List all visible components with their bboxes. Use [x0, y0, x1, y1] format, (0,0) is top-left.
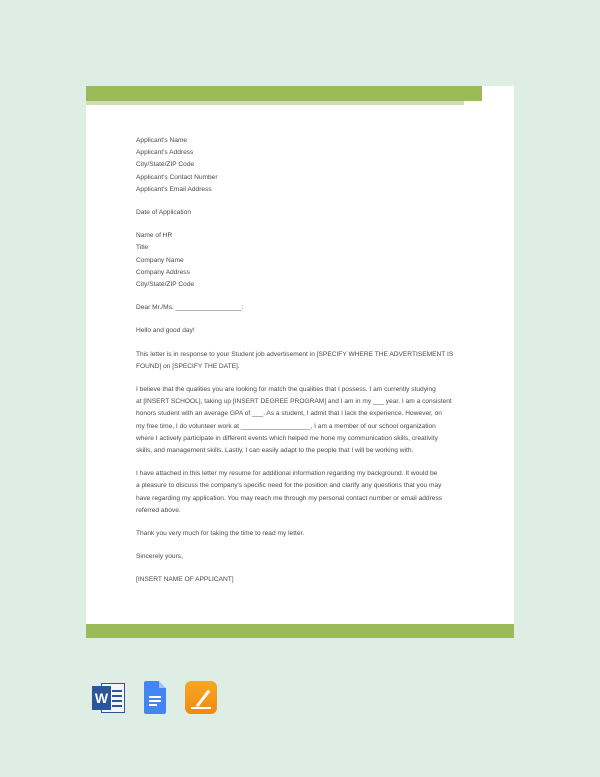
paragraph-line: a pleasure to discuss the company's specific need for the position and clarify any questions that you may — [136, 482, 442, 490]
paragraph-3 — [136, 468, 464, 517]
paragraph-line: where I actively participate in different events which helped me hone my communication skills, creativity — [136, 434, 438, 442]
format-icons — [92, 681, 217, 715]
sender-block — [136, 135, 464, 196]
sender-email: Applicant's Email Address — [136, 185, 212, 193]
paragraph-line: I believe that the qualities you are looking for match the qualities that I possess. I am currently studying — [136, 386, 436, 394]
recipient-address: Company Address — [136, 268, 190, 276]
signature-line: [INSERT NAME OF APPLICANT] — [136, 576, 234, 584]
paragraph-line: I have attached in this letter my resume for additional information regarding my background. It would be — [136, 470, 438, 478]
letter-date: Date of Application — [136, 209, 191, 217]
header-band-shadow — [86, 101, 464, 105]
recipient-title: Title — [136, 244, 149, 252]
paragraph-2 — [136, 384, 464, 457]
sender-name: Applicant's Name — [136, 137, 188, 144]
sender-contact: Applicant's Contact Number — [136, 173, 218, 181]
paragraph-line: honors student with an average GPA of ___. As a student, I admit that I lack the experience. However, on — [136, 410, 442, 418]
recipient-name: Name of HR — [136, 232, 173, 240]
paragraph-line: referred above. — [136, 506, 181, 514]
letter-body — [136, 135, 464, 587]
paragraph-line: at [INSERT SCHOOL], taking up [INSERT DEGREE PROGRAM] and I am in my ___ year. I am a consistent — [136, 398, 452, 406]
sender-city: City/State/ZIP Code — [136, 161, 195, 169]
paragraph-line: skills, and management skills. Lastly, I can easily adapt to the people that I will be working with. — [136, 447, 414, 455]
header-band — [86, 86, 482, 101]
greeting: Hello and good day! — [136, 327, 195, 335]
paragraph-line: This letter is in response to your Student job advertisement in [SPECIFY WHERE THE ADVERTISEMENT IS — [136, 350, 454, 358]
paragraph-line: FOUND] on [SPECIFY THE DATE]. — [136, 362, 240, 370]
google-docs-icon[interactable] — [138, 681, 171, 715]
recipient-block — [136, 230, 464, 291]
thanks-line: Thank you very much for taking the time to read my letter. — [136, 530, 305, 538]
paragraph-line: my free time, I do volunteer work at ___________________, I am a member of our school organization — [136, 422, 436, 430]
closing-line: Sincerely yours, — [136, 553, 183, 561]
sender-address: Applicant's Address — [136, 149, 194, 157]
word-icon[interactable]: W — [92, 681, 125, 715]
paragraph-1 — [136, 349, 464, 373]
recipient-city: City/State/ZIP Code — [136, 281, 195, 289]
salutation: Dear Mr./Ms. __________________: — [136, 304, 244, 312]
pages-icon[interactable] — [184, 681, 217, 715]
recipient-company: Company Name — [136, 256, 184, 264]
footer-band — [86, 624, 514, 638]
paragraph-line: have regarding my application. You may reach me through my personal contact number or email address — [136, 494, 443, 502]
